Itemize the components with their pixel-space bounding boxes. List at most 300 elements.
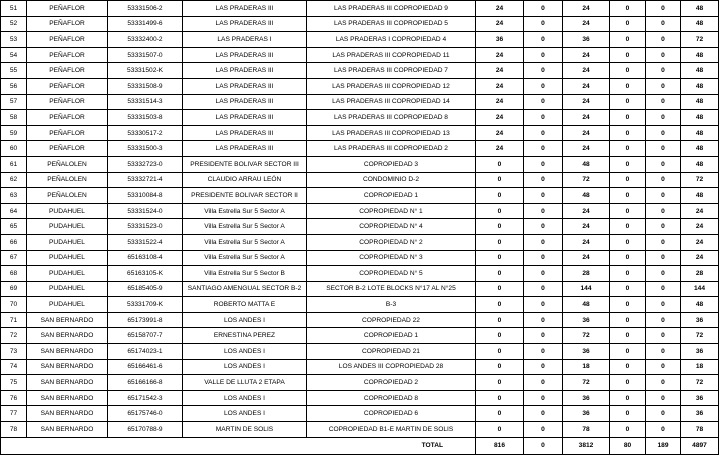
value-c3: 24 [563,125,610,141]
value-c1: 0 [476,219,524,235]
comuna-cell: PEÑALOLEN [27,156,108,172]
rol-cell: 65173991-8 [108,312,183,328]
value-c3: 36 [563,312,610,328]
value-c2: 0 [524,390,563,406]
rol-cell: 53332723-0 [108,156,183,172]
comuna-cell: PEÑALOLEN [27,188,108,204]
value-c3: 48 [563,188,610,204]
value-c2: 0 [524,203,563,219]
table-row [1,375,719,391]
total-c5: 189 [646,437,681,454]
value-c5: 0 [646,32,681,48]
value-c1: 0 [476,344,524,360]
row-number: 64 [1,203,27,219]
value-c1: 0 [476,172,524,188]
villa-cell: LAS PRADERAS I [183,32,307,48]
value-c1: 24 [476,63,524,79]
row-number: 56 [1,78,27,94]
value-c5: 0 [646,359,681,375]
rol-cell: 53331709-K [108,297,183,313]
value-c4: 0 [610,203,646,219]
value-c2: 0 [524,359,563,375]
value-c6: 36 [681,344,719,360]
value-c4: 0 [610,156,646,172]
row-number: 77 [1,406,27,422]
value-c6: 48 [681,156,719,172]
value-c6: 24 [681,219,719,235]
row-number: 54 [1,47,27,63]
row-number: 62 [1,172,27,188]
value-c3: 72 [563,375,610,391]
value-c5: 0 [646,125,681,141]
table-row [1,78,719,94]
value-c5: 0 [646,110,681,126]
value-c5: 0 [646,312,681,328]
value-c6: 36 [681,390,719,406]
value-c6: 72 [681,375,719,391]
total-label: TOTAL [1,437,476,454]
table-row [1,328,719,344]
value-c6: 72 [681,172,719,188]
value-c5: 0 [646,390,681,406]
value-c3: 24 [563,110,610,126]
total-c4: 80 [610,437,646,454]
copropiedad-cell: COPROPIEDAD 21 [307,344,476,360]
value-c6: 48 [681,94,719,110]
villa-cell: Villa Estrella Sur 5 Sector A [183,250,307,266]
table-row [1,47,719,63]
value-c5: 0 [646,1,681,17]
rol-cell: 53331502-K [108,63,183,79]
rol-cell: 65171542-3 [108,390,183,406]
rol-cell: 53331524-0 [108,203,183,219]
value-c2: 0 [524,32,563,48]
value-c5: 0 [646,188,681,204]
value-c1: 24 [476,1,524,17]
row-number: 73 [1,344,27,360]
table-row [1,156,719,172]
rol-cell: 53332721-4 [108,172,183,188]
comuna-cell: PUDAHUEL [27,203,108,219]
villa-cell: LAS PRADERAS III [183,63,307,79]
value-c4: 0 [610,297,646,313]
value-c4: 0 [610,141,646,157]
value-c3: 24 [563,234,610,250]
comuna-cell: PEÑAFLOR [27,110,108,126]
value-c1: 0 [476,328,524,344]
value-c4: 0 [610,328,646,344]
table-row [1,32,719,48]
comuna-cell: PEÑAFLOR [27,47,108,63]
table-row [1,390,719,406]
value-c5: 0 [646,297,681,313]
comuna-cell: PUDAHUEL [27,266,108,282]
value-c1: 0 [476,359,524,375]
villa-cell: LOS ANDES I [183,312,307,328]
table-row [1,422,719,438]
table-row [1,234,719,250]
comuna-cell: SAN BERNARDO [27,375,108,391]
value-c5: 0 [646,266,681,282]
row-number: 57 [1,94,27,110]
villa-cell: LAS PRADERAS III [183,78,307,94]
table-row [1,110,719,126]
value-c2: 0 [524,141,563,157]
rol-cell: 65163105-K [108,266,183,282]
value-c1: 0 [476,406,524,422]
value-c6: 36 [681,312,719,328]
row-number: 71 [1,312,27,328]
table-row [1,16,719,32]
value-c2: 0 [524,344,563,360]
comuna-cell: PEÑAFLOR [27,32,108,48]
value-c6: 24 [681,250,719,266]
value-c5: 0 [646,422,681,438]
value-c3: 24 [563,47,610,63]
value-c3: 18 [563,359,610,375]
value-c2: 0 [524,422,563,438]
value-c6: 28 [681,266,719,282]
value-c2: 0 [524,94,563,110]
value-c1: 24 [476,94,524,110]
value-c3: 24 [563,94,610,110]
value-c4: 0 [610,234,646,250]
row-number: 70 [1,297,27,313]
value-c1: 0 [476,297,524,313]
villa-cell: LAS PRADERAS III [183,47,307,63]
comuna-cell: SAN BERNARDO [27,312,108,328]
row-number: 59 [1,125,27,141]
villa-cell: LAS PRADERAS III [183,110,307,126]
value-c1: 0 [476,312,524,328]
villa-cell: LOS ANDES I [183,406,307,422]
row-number: 74 [1,359,27,375]
copropiedad-cell: LAS PRADERAS III COPROPIEDAD 13 [307,125,476,141]
rol-cell: 53331514-3 [108,94,183,110]
value-c6: 18 [681,359,719,375]
rol-cell: 65175746-0 [108,406,183,422]
table-row [1,141,719,157]
rol-cell: 53331508-9 [108,78,183,94]
value-c5: 0 [646,203,681,219]
value-c6: 48 [681,110,719,126]
value-c6: 48 [681,1,719,17]
value-c1: 24 [476,47,524,63]
copropiedad-cell: COPROPIEDAD B1-E MARTIN DE SOLIS [307,422,476,438]
value-c2: 0 [524,16,563,32]
value-c4: 0 [610,110,646,126]
copropiedad-cell: COPROPIEDAD 22 [307,312,476,328]
row-number: 67 [1,250,27,266]
value-c2: 0 [524,312,563,328]
value-c6: 48 [681,63,719,79]
row-number: 72 [1,328,27,344]
value-c4: 0 [610,344,646,360]
value-c4: 0 [610,125,646,141]
value-c4: 0 [610,359,646,375]
value-c4: 0 [610,32,646,48]
value-c2: 0 [524,47,563,63]
comuna-cell: PUDAHUEL [27,234,108,250]
table-row [1,63,719,79]
value-c3: 24 [563,63,610,79]
value-c4: 0 [610,390,646,406]
value-c4: 0 [610,375,646,391]
value-c2: 0 [524,1,563,17]
value-c1: 0 [476,203,524,219]
total-row [1,437,719,454]
value-c6: 72 [681,32,719,48]
rol-cell: 65158707-7 [108,328,183,344]
table-row [1,312,719,328]
villa-cell: Villa Estrella Sur 5 Sector B [183,266,307,282]
value-c2: 0 [524,281,563,297]
value-c4: 0 [610,1,646,17]
value-c3: 36 [563,390,610,406]
row-number: 75 [1,375,27,391]
rol-cell: 65170788-9 [108,422,183,438]
value-c3: 78 [563,422,610,438]
copropiedad-cell: B-3 [307,297,476,313]
comuna-cell: PEÑAFLOR [27,78,108,94]
villa-cell: MARTIN DE SOLIS [183,422,307,438]
value-c3: 72 [563,172,610,188]
copropiedad-cell: LAS PRADERAS I COPROPIEDAD 4 [307,32,476,48]
row-number: 51 [1,1,27,17]
value-c2: 0 [524,266,563,282]
value-c1: 24 [476,110,524,126]
comuna-cell: SAN BERNARDO [27,406,108,422]
rol-cell: 53331499-6 [108,16,183,32]
value-c1: 36 [476,32,524,48]
value-c5: 0 [646,281,681,297]
value-c1: 0 [476,266,524,282]
rol-cell: 65185405-9 [108,281,183,297]
rol-cell: 65174023-1 [108,344,183,360]
rol-cell: 53331522-4 [108,234,183,250]
value-c2: 0 [524,406,563,422]
value-c4: 0 [610,47,646,63]
value-c5: 0 [646,78,681,94]
value-c3: 24 [563,141,610,157]
comuna-cell: PEÑALOLEN [27,172,108,188]
value-c2: 0 [524,234,563,250]
value-c3: 24 [563,203,610,219]
value-c5: 0 [646,219,681,235]
comuna-cell: PEÑAFLOR [27,125,108,141]
value-c4: 0 [610,94,646,110]
row-number: 66 [1,234,27,250]
row-number: 52 [1,16,27,32]
value-c4: 0 [610,266,646,282]
copropiedad-cell: COPROPIEDAD N° 1 [307,203,476,219]
value-c3: 48 [563,156,610,172]
comuna-cell: SAN BERNARDO [27,344,108,360]
value-c2: 0 [524,219,563,235]
table-row [1,219,719,235]
total-c2: 0 [524,437,563,454]
value-c4: 0 [610,422,646,438]
value-c6: 144 [681,281,719,297]
value-c5: 0 [646,344,681,360]
value-c2: 0 [524,188,563,204]
copropiedad-cell: LAS PRADERAS III COPROPIEDAD 5 [307,16,476,32]
rol-cell: 53332400-2 [108,32,183,48]
villa-cell: PRESIDENTE BOLIVAR SECTOR II [183,188,307,204]
table-row [1,344,719,360]
value-c2: 0 [524,297,563,313]
value-c2: 0 [524,125,563,141]
value-c4: 0 [610,281,646,297]
villa-cell: ERNESTINA PEREZ [183,328,307,344]
table-body [1,1,719,438]
comuna-cell: PEÑAFLOR [27,141,108,157]
value-c2: 0 [524,375,563,391]
value-c3: 36 [563,32,610,48]
copropiedad-cell: LAS PRADERAS III COPROPIEDAD 2 [307,141,476,157]
table-row [1,188,719,204]
value-c5: 0 [646,141,681,157]
table-row [1,250,719,266]
table-row [1,125,719,141]
row-number: 76 [1,390,27,406]
value-c6: 48 [681,16,719,32]
table-row [1,281,719,297]
comuna-cell: SAN BERNARDO [27,359,108,375]
villa-cell: LOS ANDES I [183,359,307,375]
value-c2: 0 [524,250,563,266]
copropiedad-cell: LAS PRADERAS III COPROPIEDAD 7 [307,63,476,79]
total-c1: 816 [476,437,524,454]
rol-cell: 65166461-6 [108,359,183,375]
value-c3: 24 [563,219,610,235]
rol-cell: 53331506-2 [108,1,183,17]
rol-cell: 65166166-8 [108,375,183,391]
value-c3: 24 [563,1,610,17]
copropiedad-cell: LAS PRADERAS III COPROPIEDAD 12 [307,78,476,94]
copropiedad-cell: COPROPIEDAD 6 [307,406,476,422]
table-row [1,266,719,282]
value-c1: 0 [476,375,524,391]
row-number: 53 [1,32,27,48]
value-c5: 0 [646,63,681,79]
value-c4: 0 [610,172,646,188]
comuna-cell: PUDAHUEL [27,297,108,313]
value-c3: 24 [563,250,610,266]
rol-cell: 53331500-3 [108,141,183,157]
row-number: 69 [1,281,27,297]
value-c5: 0 [646,375,681,391]
value-c1: 0 [476,234,524,250]
copropiedad-cell: COPROPIEDAD 3 [307,156,476,172]
value-c2: 0 [524,172,563,188]
value-c4: 0 [610,406,646,422]
villa-cell: VALLE DE LLUTA 2 ETAPA [183,375,307,391]
villa-cell: LOS ANDES I [183,344,307,360]
villa-cell: LOS ANDES I [183,390,307,406]
value-c2: 0 [524,328,563,344]
value-c5: 0 [646,406,681,422]
value-c4: 0 [610,78,646,94]
villa-cell: Villa Estrella Sur 5 Sector A [183,219,307,235]
villa-cell: LAS PRADERAS III [183,1,307,17]
copropiedad-cell: SECTOR B-2 LOTE BLOCKS N°17 AL N°25 [307,281,476,297]
villa-cell: ROBERTO MATTA E [183,297,307,313]
comuna-cell: PUDAHUEL [27,250,108,266]
copropiedad-cell: COPROPIEDAD N° 3 [307,250,476,266]
row-number: 61 [1,156,27,172]
copropiedad-cell: COPROPIEDAD 1 [307,188,476,204]
copropiedad-cell: COPROPIEDAD 2 [307,375,476,391]
value-c3: 24 [563,16,610,32]
table-row [1,1,719,17]
value-c5: 0 [646,16,681,32]
villa-cell: LAS PRADERAS III [183,125,307,141]
value-c6: 48 [681,125,719,141]
row-number: 55 [1,63,27,79]
value-c5: 0 [646,234,681,250]
value-c3: 36 [563,406,610,422]
value-c3: 28 [563,266,610,282]
copropiedad-cell: COPROPIEDAD N° 5 [307,266,476,282]
villa-cell: SANTIAGO AMENGUAL SECTOR B-2 [183,281,307,297]
value-c1: 24 [476,78,524,94]
table-row [1,359,719,375]
value-c3: 48 [563,297,610,313]
value-c2: 0 [524,63,563,79]
value-c2: 0 [524,156,563,172]
value-c3: 72 [563,328,610,344]
value-c4: 0 [610,312,646,328]
value-c1: 0 [476,188,524,204]
rol-cell: 65163108-4 [108,250,183,266]
comuna-cell: PUDAHUEL [27,219,108,235]
row-number: 78 [1,422,27,438]
rol-cell: 53330517-2 [108,125,183,141]
value-c3: 36 [563,344,610,360]
row-number: 60 [1,141,27,157]
value-c6: 78 [681,422,719,438]
row-number: 65 [1,219,27,235]
value-c1: 24 [476,141,524,157]
copropiedad-cell: LAS PRADERAS III COPROPIEDAD 14 [307,94,476,110]
copropiedad-cell: COPROPIEDAD N° 4 [307,219,476,235]
value-c5: 0 [646,172,681,188]
value-c4: 0 [610,250,646,266]
value-c4: 0 [610,16,646,32]
value-c1: 24 [476,16,524,32]
value-c1: 24 [476,125,524,141]
villa-cell: PRESIDENTE BOLIVAR SECTOR III [183,156,307,172]
value-c5: 0 [646,156,681,172]
row-number: 58 [1,110,27,126]
value-c2: 0 [524,110,563,126]
value-c5: 0 [646,328,681,344]
villa-cell: CLAUDIO ARRAU LEÓN [183,172,307,188]
rol-cell: 53331523-0 [108,219,183,235]
villa-cell: LAS PRADERAS III [183,141,307,157]
villa-cell: Villa Estrella Sur 5 Sector A [183,203,307,219]
value-c3: 144 [563,281,610,297]
value-c6: 48 [681,78,719,94]
value-c4: 0 [610,188,646,204]
table-row [1,172,719,188]
value-c6: 48 [681,188,719,204]
value-c6: 24 [681,203,719,219]
value-c6: 48 [681,47,719,63]
value-c6: 24 [681,234,719,250]
value-c1: 0 [476,390,524,406]
